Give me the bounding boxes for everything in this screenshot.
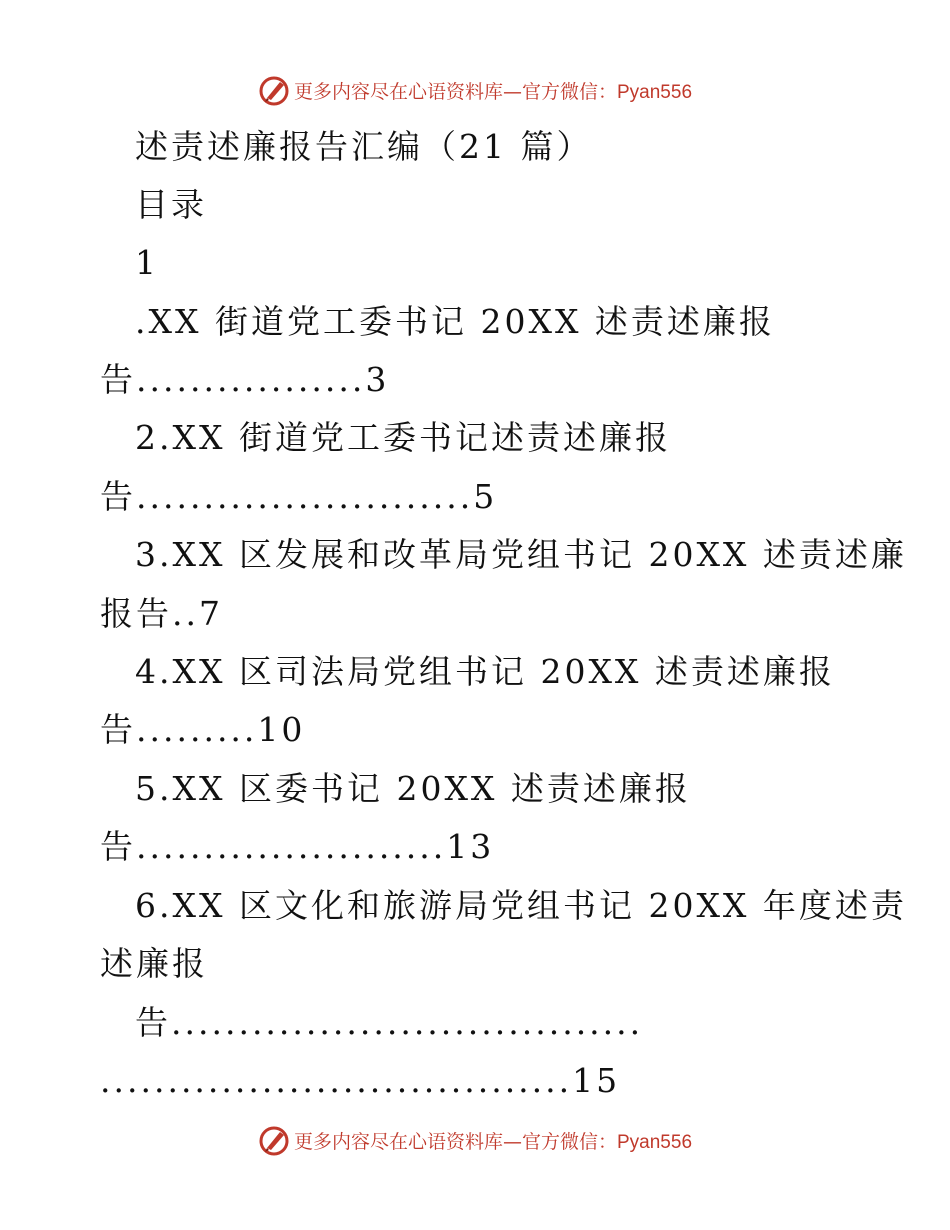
banner-account: Pyan556 — [617, 1131, 693, 1153]
toc-heading: 目录 — [135, 185, 207, 224]
toc-line: 4.XX 区司法局党组书记 20XX 述责述廉报 — [135, 652, 835, 691]
banner-dash: — — [502, 80, 522, 103]
pen-logo-icon — [258, 74, 290, 106]
toc-line: 告.................3 — [100, 360, 390, 399]
banner-main-text: 更多内容尽在心语资料库 — [293, 1130, 503, 1153]
toc-line: 告.........................5 — [100, 477, 498, 516]
toc-line: 报告..7 — [100, 594, 223, 633]
banner-dash: — — [502, 1130, 522, 1153]
banner-text — [294, 1127, 692, 1154]
footer-banner — [0, 1120, 950, 1160]
toc-line: 述廉报 — [100, 944, 208, 983]
banner-wechat-label: 官方微信： — [521, 80, 617, 103]
header-banner — [0, 70, 950, 110]
banner-wechat-label: 官方微信： — [521, 1130, 617, 1153]
toc-line: 告................................... — [135, 1003, 644, 1042]
toc-line: 告.........10 — [100, 710, 306, 749]
pen-logo-icon — [258, 1124, 290, 1156]
toc-line: 1 — [135, 243, 159, 282]
toc-line: .XX 街道党工委书记 20XX 述责述廉报 — [135, 302, 775, 341]
toc-line: 6.XX 区文化和旅游局党组书记 20XX 年度述责 — [135, 886, 907, 925]
doc-title: 述责述廉报告汇编（21 篇） — [135, 127, 593, 166]
toc-line: 告.......................13 — [100, 827, 495, 866]
banner-account: Pyan556 — [617, 81, 693, 103]
banner-main-text: 更多内容尽在心语资料库 — [293, 80, 503, 103]
banner-text — [294, 77, 692, 104]
toc-line: 2.XX 街道党工委书记述责述廉报 — [135, 418, 671, 457]
toc-line: 3.XX 区发展和改革局党组书记 20XX 述责述廉 — [135, 535, 907, 574]
toc-line: ...................................15 — [100, 1061, 621, 1100]
toc-line: 5.XX 区委书记 20XX 述责述廉报 — [135, 769, 691, 808]
